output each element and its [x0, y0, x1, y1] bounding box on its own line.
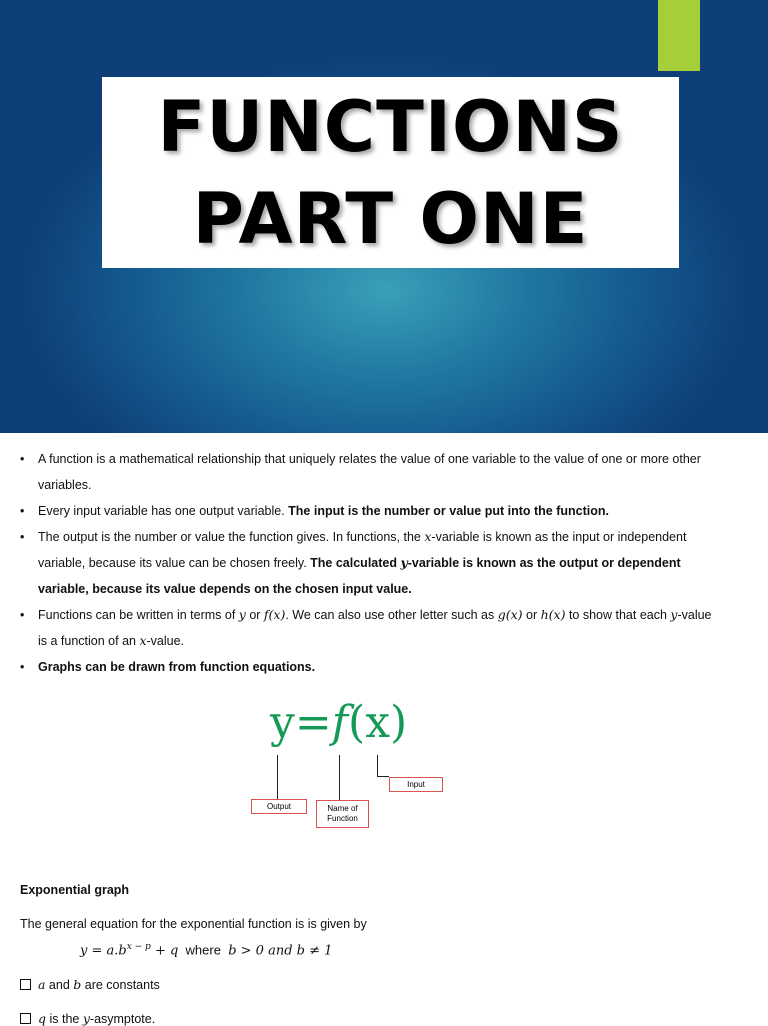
input-label: Input: [389, 777, 443, 792]
equation-exponent: x − p: [126, 942, 151, 952]
bullet-icon: •: [20, 660, 25, 674]
formula-y: y: [270, 697, 295, 748]
bullet-bold-text: The input is the number or value put into the function.: [288, 504, 609, 518]
bullet-text: -value is a function of an: [38, 608, 712, 648]
bullet-text: or: [522, 608, 541, 622]
bullet-bold-text: -variable is known as the output or dependent variable, because its value depends on the chosen input value.: [38, 556, 681, 596]
bullet-icon: •: [20, 452, 25, 466]
checklist-text: -asymptote.: [89, 1012, 156, 1026]
math-y: y: [238, 607, 246, 622]
bullet-text: A function is a mathematical relationship that uniquely relates the value of one variable to the value of one or more other variables.: [38, 452, 701, 492]
equation-main: y = a.b: [80, 943, 127, 959]
bullet-list: [20, 446, 720, 680]
list-item: [20, 654, 720, 680]
checklist-text: is the: [46, 1012, 83, 1026]
bullet-text: The output is the number or value the function gives. In functions, the: [38, 530, 425, 544]
checkbox-bullet-icon: [20, 1013, 31, 1024]
checklist-text: and: [45, 978, 74, 992]
bullet-icon: •: [20, 608, 25, 622]
content-area: [0, 433, 768, 1024]
checkbox-bullet-icon: [20, 979, 31, 990]
title-box: [102, 77, 679, 268]
bullet-bold-text: The calculated: [310, 556, 401, 570]
title-line-2: PART ONE: [192, 177, 589, 260]
math-q: q: [38, 1011, 47, 1026]
equation-plus-q: + q: [150, 943, 179, 959]
title-slide-banner: [0, 0, 768, 433]
list-item: [20, 446, 720, 498]
input-connector: [377, 755, 378, 777]
list-item: [20, 498, 720, 524]
bullet-text: -value.: [146, 634, 185, 648]
name-connector: [339, 755, 340, 800]
formula-equals: =: [294, 697, 332, 748]
math-y: y: [82, 1011, 90, 1026]
list-item: [20, 524, 720, 602]
bullet-text: Functions can be written in terms of: [38, 608, 239, 622]
input-connector-horizontal: [377, 776, 389, 777]
title-line-1: FUNCTIONS: [157, 85, 624, 168]
math-x: x: [424, 529, 432, 544]
list-item: [20, 602, 720, 654]
accent-bar: [658, 0, 700, 71]
math-x: x: [139, 633, 147, 648]
math-hx: h(x): [540, 607, 566, 622]
bullet-text: . We can also use other letter such as: [285, 608, 498, 622]
name-of-function-label: Name of Function: [316, 800, 369, 828]
math-fx: f(x): [263, 607, 286, 622]
equation-where: where: [185, 942, 221, 958]
bullet-text: Every input variable has one output variable.: [38, 504, 289, 518]
output-connector: [277, 755, 278, 800]
formula-x: (x): [348, 697, 408, 748]
general-equation-text: The general equation for the exponential function is is given by: [20, 917, 367, 931]
bullet-text: -variable is known as the input or independent variable, because its value can be chosen freely.: [38, 530, 687, 570]
math-y: y: [670, 607, 678, 622]
math-y: y: [400, 555, 408, 570]
bullet-icon: •: [20, 504, 25, 518]
formula-f: f: [331, 697, 349, 748]
math-b: b: [73, 977, 82, 992]
checklist-text: are constants: [81, 978, 160, 992]
math-gx: g(x): [497, 607, 523, 622]
output-label: Output: [251, 799, 307, 814]
section-heading: Exponential graph: [20, 883, 130, 897]
function-formula: [270, 697, 408, 748]
equation-condition: b > 0 and b ≠ 1: [228, 943, 333, 959]
exponential-equation: [80, 942, 332, 958]
bullet-bold-text: Graphs can be drawn from function equations.: [38, 660, 316, 674]
bullet-text: to show that each: [565, 608, 671, 622]
bullet-text: or: [245, 608, 264, 622]
bullet-icon: •: [20, 530, 25, 544]
math-a: a: [38, 977, 46, 992]
checklist-item: [20, 977, 160, 992]
